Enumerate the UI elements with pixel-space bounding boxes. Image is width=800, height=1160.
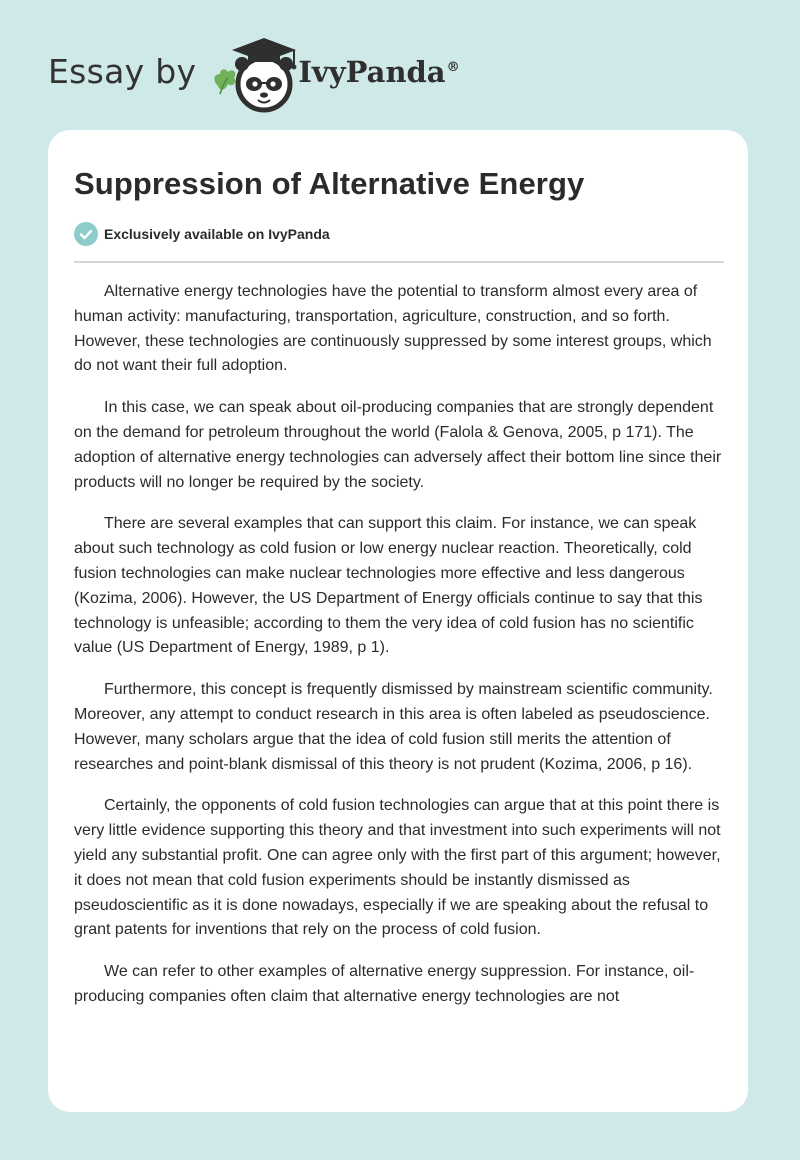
paragraph: In this case, we can speak about oil-producing companies that are strongly dependent on the demand for petroleum throughout the world (Falola & Genova, 2005, p 171). The adoption of alternative energy technologies can adversely affect their bottom line since their products will no longer be required by the society. — [74, 399, 722, 491]
paragraph: Certainly, the opponents of cold fusion technologies can argue that at this point there is very little evidence supporting this theory and that investment into such experiments will not yield any substantial profit. One can agree only with the first part of this argument; however, it does not mean that cold fusion experiments should be instantly dismissed as pseudoscientific as it is done nowadays, especially if we are speaking about the refusal to grant patents for inventions that rely on the process of cold fusion. — [74, 797, 721, 939]
essay-title: Suppression of Alternative Energy — [74, 166, 585, 201]
exclusive-badge — [74, 222, 330, 246]
brand-name: IvyPanda® — [298, 55, 460, 89]
essay-card — [48, 130, 748, 1112]
paragraph: There are several examples that can support this claim. For instance, we can speak about such technology as cold fusion or low energy nuclear reaction. Theoretically, cold fusion technologies can make nuclear technologies more effective and less dangerous (Kozima, 2006). However, the US Department of Energy officials continue to say that this technology is unfeasible; according to them the very idea of cold fusion has no scientific value (US Department of Energy, 1989, p 1). — [74, 515, 703, 657]
site-header-logo[interactable] — [48, 34, 460, 114]
paragraph: We can refer to other examples of alternative energy suppression. For instance, oil-producing companies often claim that alternative energy technologies are not — [74, 963, 695, 1005]
divider — [74, 261, 724, 263]
paragraph: Alternative energy technologies have the potential to transform almost every area of human activity: manufacturing, transportation, agriculture, construction, and so forth. However, these technologies are continuously suppressed by some interest groups, which do not want their full adoption. — [74, 283, 712, 375]
essay-body — [74, 280, 724, 1027]
brand-prefix: Essay by — [48, 51, 197, 91]
paragraph: Furthermore, this concept is frequently dismissed by mainstream scientific community. Moreover, any attempt to conduct research in this area is often labeled as pseudoscience. However, many scholars argue that the idea of cold fusion still merits the attention of researches and point-blank dismissal of this theory is not prudent (Kozima, 2006, p 16). — [74, 681, 713, 773]
panda-graduate-logo-icon — [206, 34, 304, 114]
check-circle-icon — [74, 222, 98, 246]
exclusive-badge-label: Exclusively available on IvyPanda — [104, 226, 330, 242]
